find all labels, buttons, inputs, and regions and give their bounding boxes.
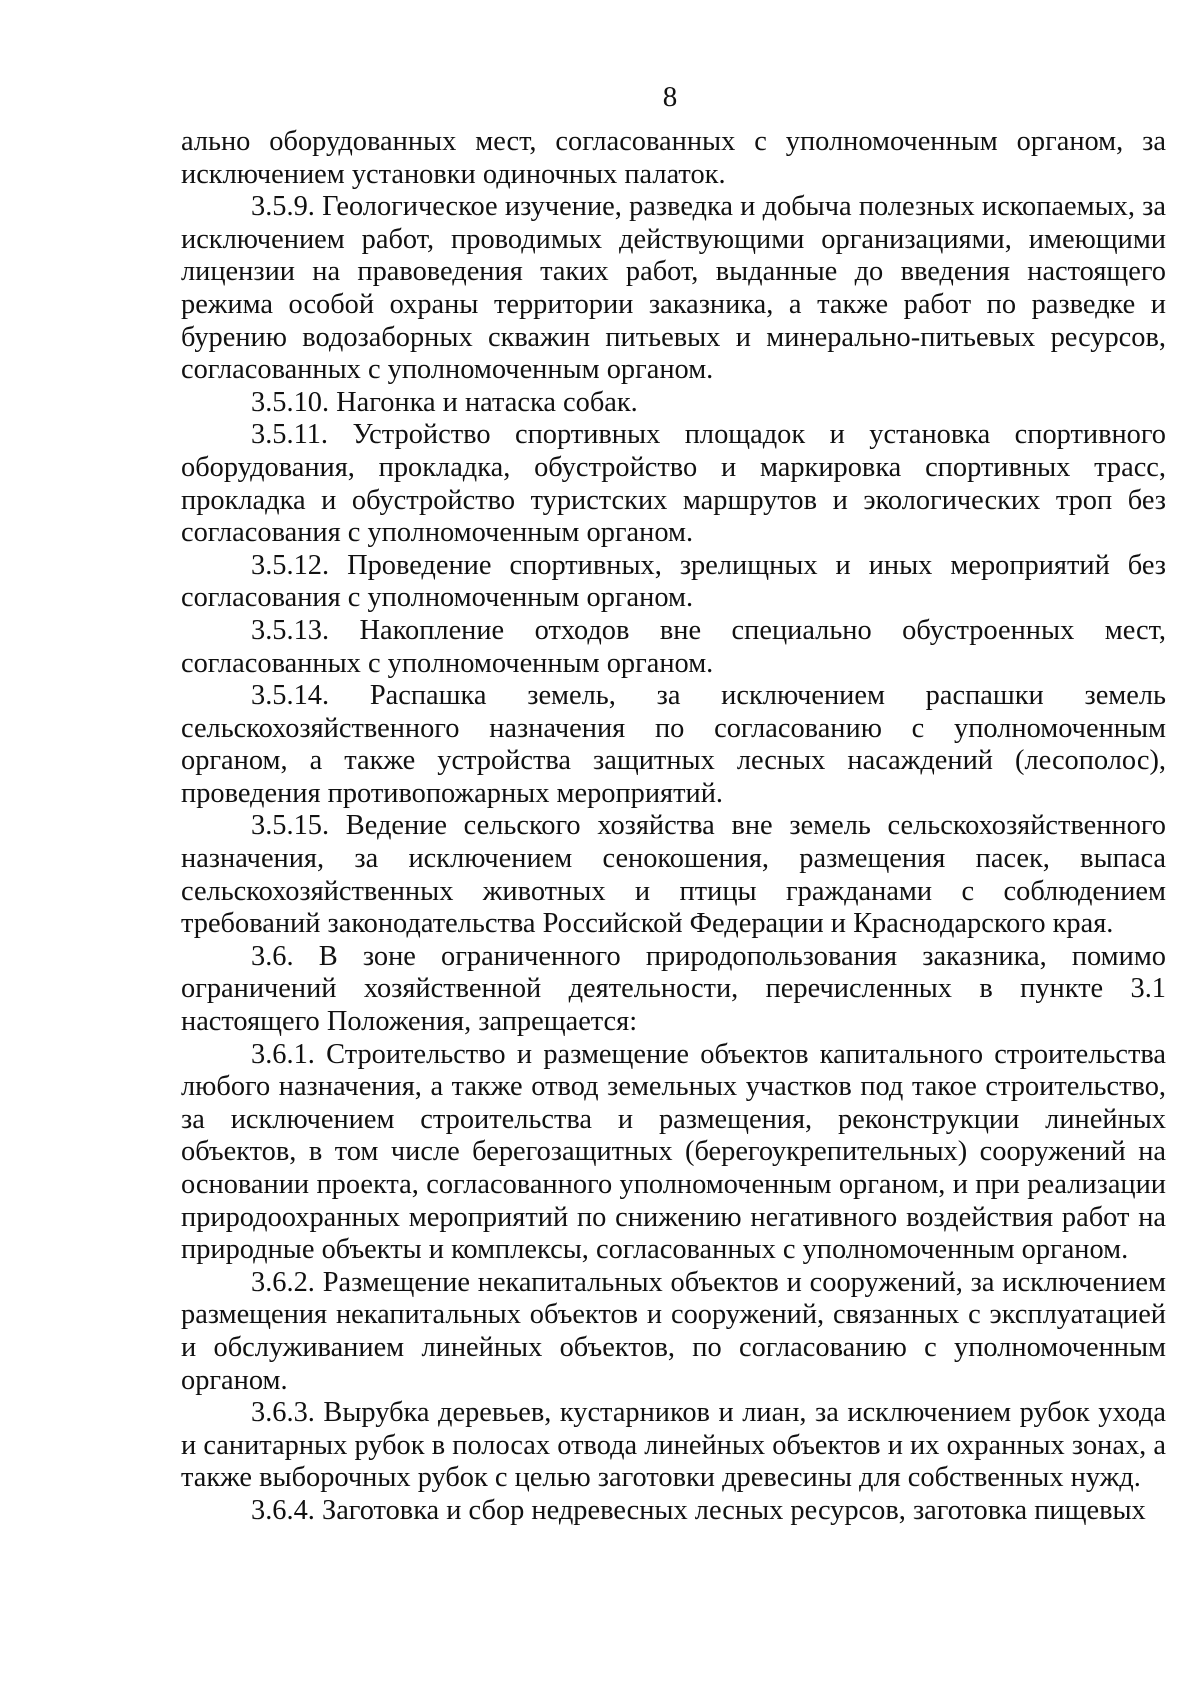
paragraph-3-6-2: 3.6.2. Размещение некапитальных объектов и сооружений, за исключением размещения некапитальных объектов и сооружений, связанных с эксплуатацией и обслуживанием линейных объектов, по согласованию с уполномоченным органом.: [181, 1266, 1166, 1396]
paragraph-3-5-15: 3.5.15. Ведение сельского хозяйства вне земель сельскохозяйственного назначения, за исключением сенокошения, размещения пасек, выпаса сельскохозяйственных животных и птицы гражданами с соблюдением требований законодательства Российской Федерации и Краснодарского края.: [181, 810, 1166, 940]
paragraph-3-5-9: 3.5.9. Геологическое изучение, разведка и добыча полезных ископаемых, за исключением работ, проводимых действующими организациями, имеющими лицензии на правоведения таких работ, выданные до введения настоящего режима особой охраны территории заказника, а также работ по разведке и бурению водозаборных скважин питьевых и минерально-питьевых ресурсов, согласованных с уполномоченным органом.: [181, 191, 1166, 386]
paragraph-3-6-1: 3.6.1. Строительство и размещение объектов капитального строительства любого назначения, а также отвод земельных участков под такое строительство, за исключением строительства и размещения, реконструкции линейных объектов, в том числе берегозащитных (берегоукрепительных) сооружений на основании проекта, согласованного уполномоченным органом, и при реализации природоохранных мероприятий по снижению негативного воздействия работ на природные объекты и комплексы, согласованных с уполномоченным органом.: [181, 1038, 1166, 1266]
paragraph-3-5-10: 3.5.10. Нагонка и натаска собак.: [251, 386, 638, 418]
paragraph-3-5-14: 3.5.14. Распашка земель, за исключением распашки земель сельскохозяйственного назначения по согласованию с уполномоченным органом, а также устройства защитных лесных насаждений (лесополос), проведения противопожарных мероприятий.: [181, 680, 1166, 809]
document-body: [181, 126, 1166, 1528]
paragraph-3-6-4: 3.6.4. Заготовка и сбор недревесных лесных ресурсов, заготовка пищевых: [251, 1494, 1146, 1526]
paragraph-3-6-3: 3.6.3. Вырубка деревьев, кустарников и лиан, за исключением рубок ухода и санитарных рубок в полосах отвода линейных объектов и их охранных зонах, а также выборочных рубок с целью заготовки древесины для собственных нужд.: [181, 1397, 1166, 1494]
paragraph-3-6: 3.6. В зоне ограниченного природопользования заказника, помимо ограничений хозяйственной деятельности, перечисленных в пункте 3.1 настоящего Положения, запрещается:: [181, 940, 1166, 1038]
paragraph-continuation: ально оборудованных мест, согласованных с уполномоченным органом, за исключением установки одиночных палаток.: [181, 126, 1166, 190]
paragraph-3-5-11: 3.5.11. Устройство спортивных площадок и установка спортивного оборудования, прокладка, обустройство и маркировка спортивных трасс, прокладка и обустройство туристских маршрутов и экологических троп без согласования с уполномоченным органом.: [181, 419, 1166, 549]
paragraph-3-5-12: 3.5.12. Проведение спортивных, зрелищных и иных мероприятий без согласования с уполномоченным органом.: [181, 549, 1166, 614]
paragraph-3-5-13: 3.5.13. Накопление отходов вне специально обустроенных мест, согласованных с уполномоченным органом.: [181, 614, 1166, 679]
page-number: 8: [662, 81, 678, 113]
